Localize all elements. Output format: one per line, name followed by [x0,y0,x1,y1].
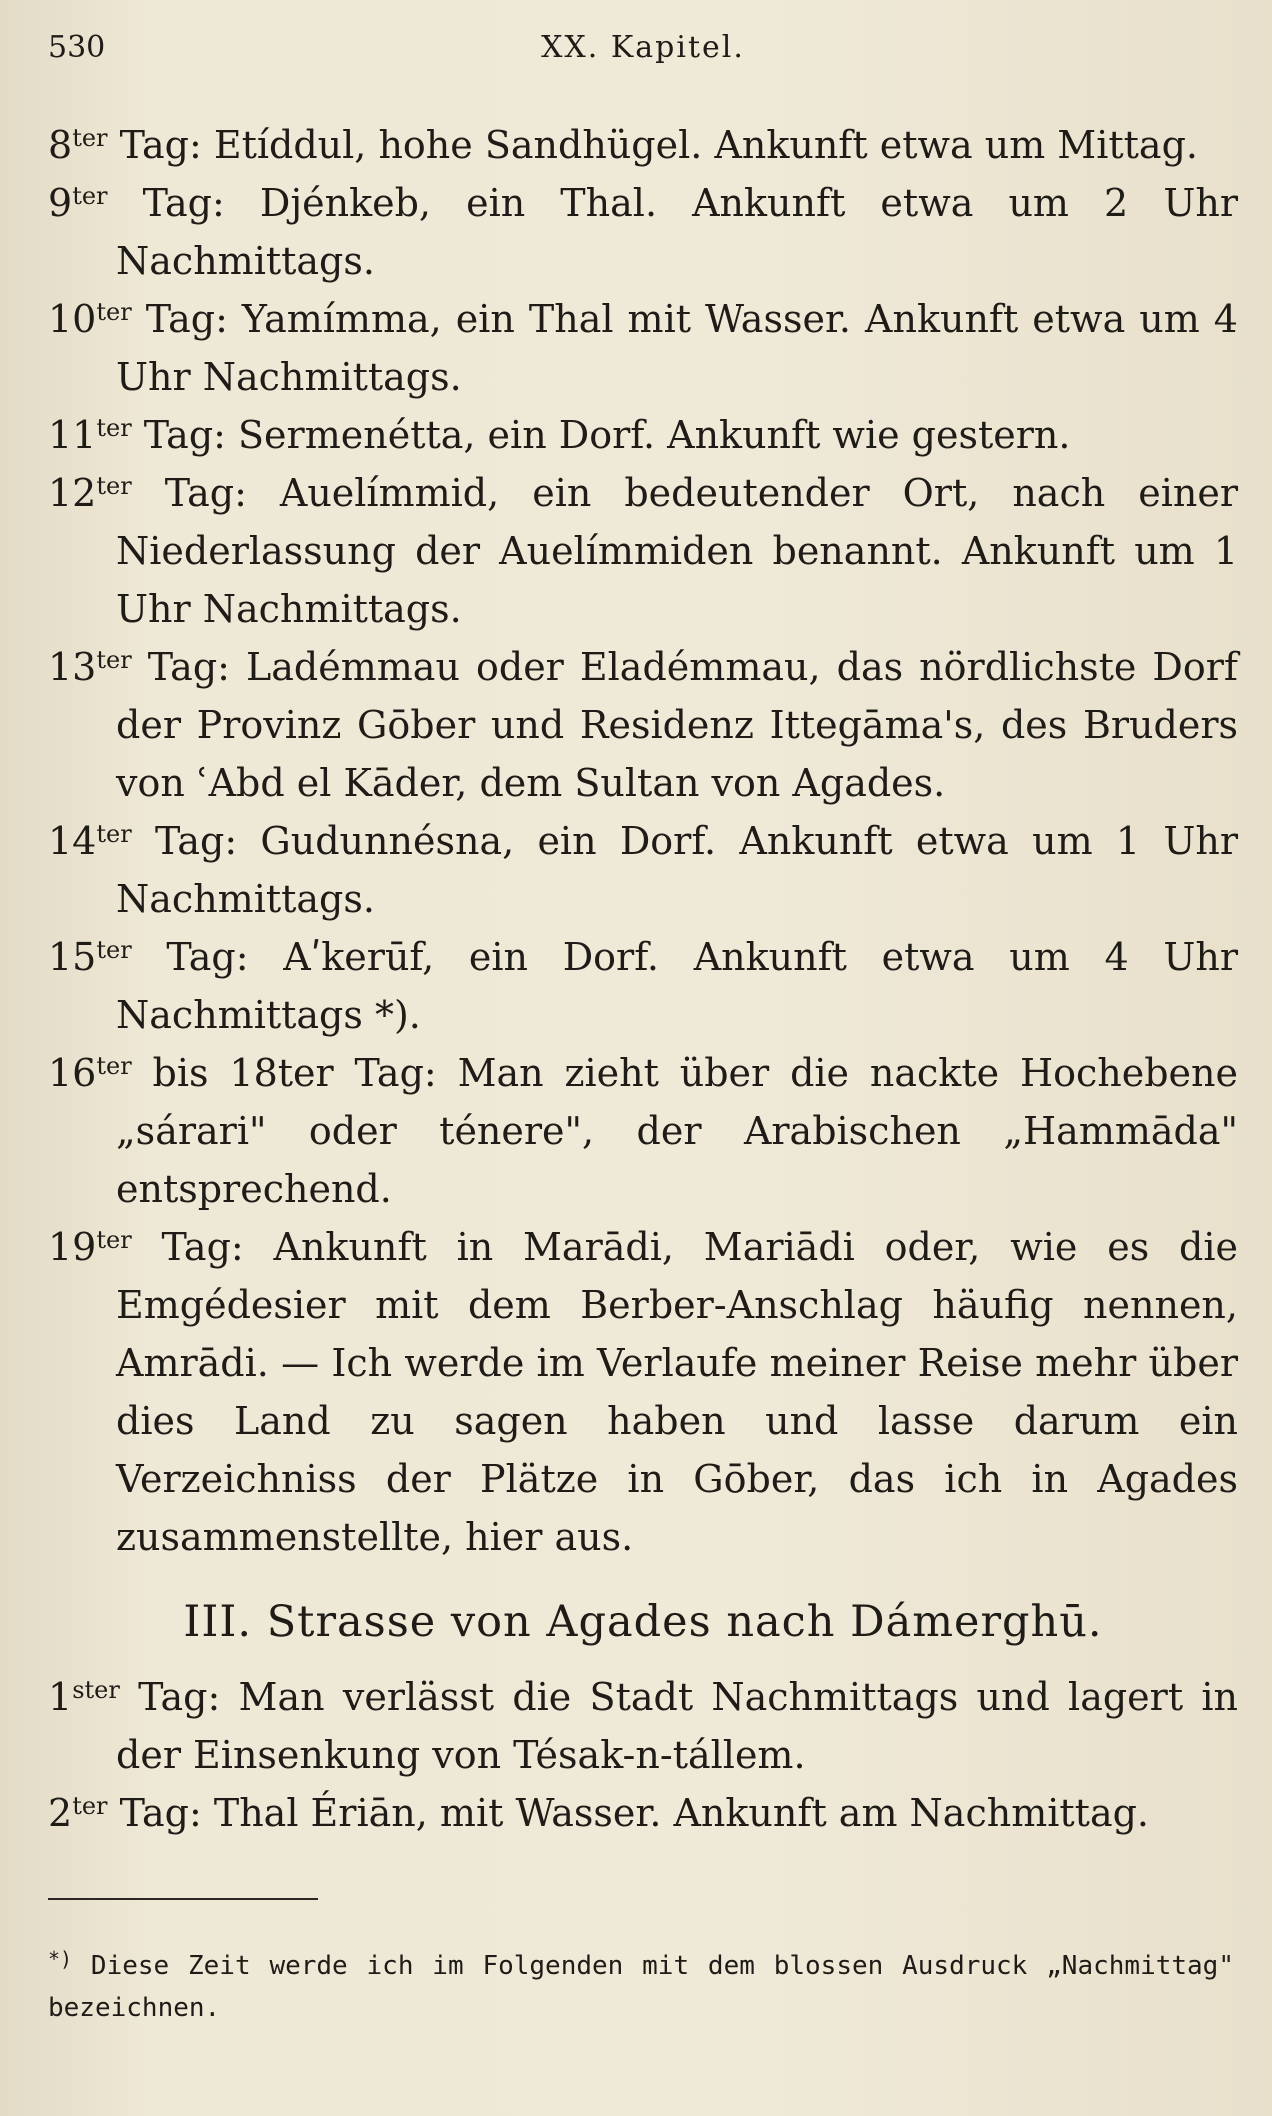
footnote [48,1938,1238,2029]
itinerary-list [48,116,1238,1566]
day-number: $13^{ter}$ [48,645,132,689]
itinerary-entry: $9^{ter}$ Tag: Djénkeb, ein Thal. Ankunft etwa um 2 Uhr Nachmittags. [48,181,1238,283]
day-number: $14^{ter}$ [48,819,132,863]
itinerary-entry: $13^{ter}$ Tag: Ladémmau oder Eladémmau, das nördlichste Dorf der Provinz Gōber und Residenz Ittegāma's, des Bruders von ʿAbd el Kāder, dem Sultan von Agades. [48,645,1238,805]
itinerary-entry: $14^{ter}$ Tag: Gudunnésna, ein Dorf. Ankunft etwa um 1 Uhr Nachmittags. [48,819,1238,921]
footnote-text: Diese Zeit werde ich im Folgenden mit dem blossen Ausdruck „Nachmittag" bezeichnen. [48,1951,1234,2023]
day-number: $1^{ster}$ [48,1675,120,1719]
day-number: $2^{ter}$ [48,1791,108,1835]
itinerary-entry: $2^{ter}$ Tag: Thal Ériān, mit Wasser. Ankunft am Nachmittag. [48,1791,1150,1835]
day-number: $10^{ter}$ [48,297,132,341]
itinerary-entry: $10^{ter}$ Tag: Yamímma, ein Thal mit Wasser. Ankunft etwa um 4 Uhr Nachmittags. [48,297,1238,399]
itinerary-entry: $1^{ster}$ Tag: Man verlässt die Stadt Nachmittags und lagert in der Einsenkung von Tésak-n-tállem. [48,1675,1238,1777]
itinerary-entry: $19^{ter}$ Tag: Ankunft in Marādi, Mariādi oder, wie es die Emgédesier mit dem Berber-Anschlag häufig nennen, Amrādi. — Ich werde im Verlaufe meiner Reise mehr über dies Land zu sagen haben und lasse darum ein Verzeichniss der Plätze in Gōber, das ich in Agades zusammenstellte, hier aus. [48,1225,1238,1559]
day-number: $11^{ter}$ [48,413,132,457]
footnote-mark: *) [48,1947,73,1971]
itinerary-entry: $16^{ter}$ bis 18ter Tag: Man zieht über die nackte Hochebene „sárari" oder ténere", der Arabischen „Hammāda" entsprechend. [48,1051,1238,1211]
chapter-heading: XX. Kapitel. [541,30,745,65]
itinerary-entry: $15^{ter}$ Tag: Aʹkerūf, ein Dorf. Ankunft etwa um 4 Uhr Nachmittags *). [48,935,1238,1037]
day-number: $12^{ter}$ [48,471,132,515]
itinerary-entry: $8^{ter}$ Tag: Etíddul, hohe Sandhügel. Ankunft etwa um Mittag. [48,123,1198,167]
page-number: 530 [48,30,106,65]
itinerary-entry: $12^{ter}$ Tag: Auelímmid, ein bedeutender Ort, nach einer Niederlassung der Auelímmiden benannt. Ankunft um 1 Uhr Nachmittags. [48,471,1238,631]
running-header [48,26,1238,76]
section-heading: III. Strasse von Agades nach Dámerghū. [183,1597,1103,1647]
footnote-divider [48,1898,318,1900]
day-number: $9^{ter}$ [48,181,108,225]
day-number: $8^{ter}$ [48,123,108,167]
itinerary-entry: $11^{ter}$ Tag: Sermenétta, ein Dorf. Ankunft wie gestern. [48,413,1071,457]
day-number: $15^{ter}$ [48,935,132,979]
day-number: $16^{ter}$ [48,1051,132,1095]
section-itinerary-list [48,1668,1238,1842]
day-number: $19^{ter}$ [48,1225,132,1269]
